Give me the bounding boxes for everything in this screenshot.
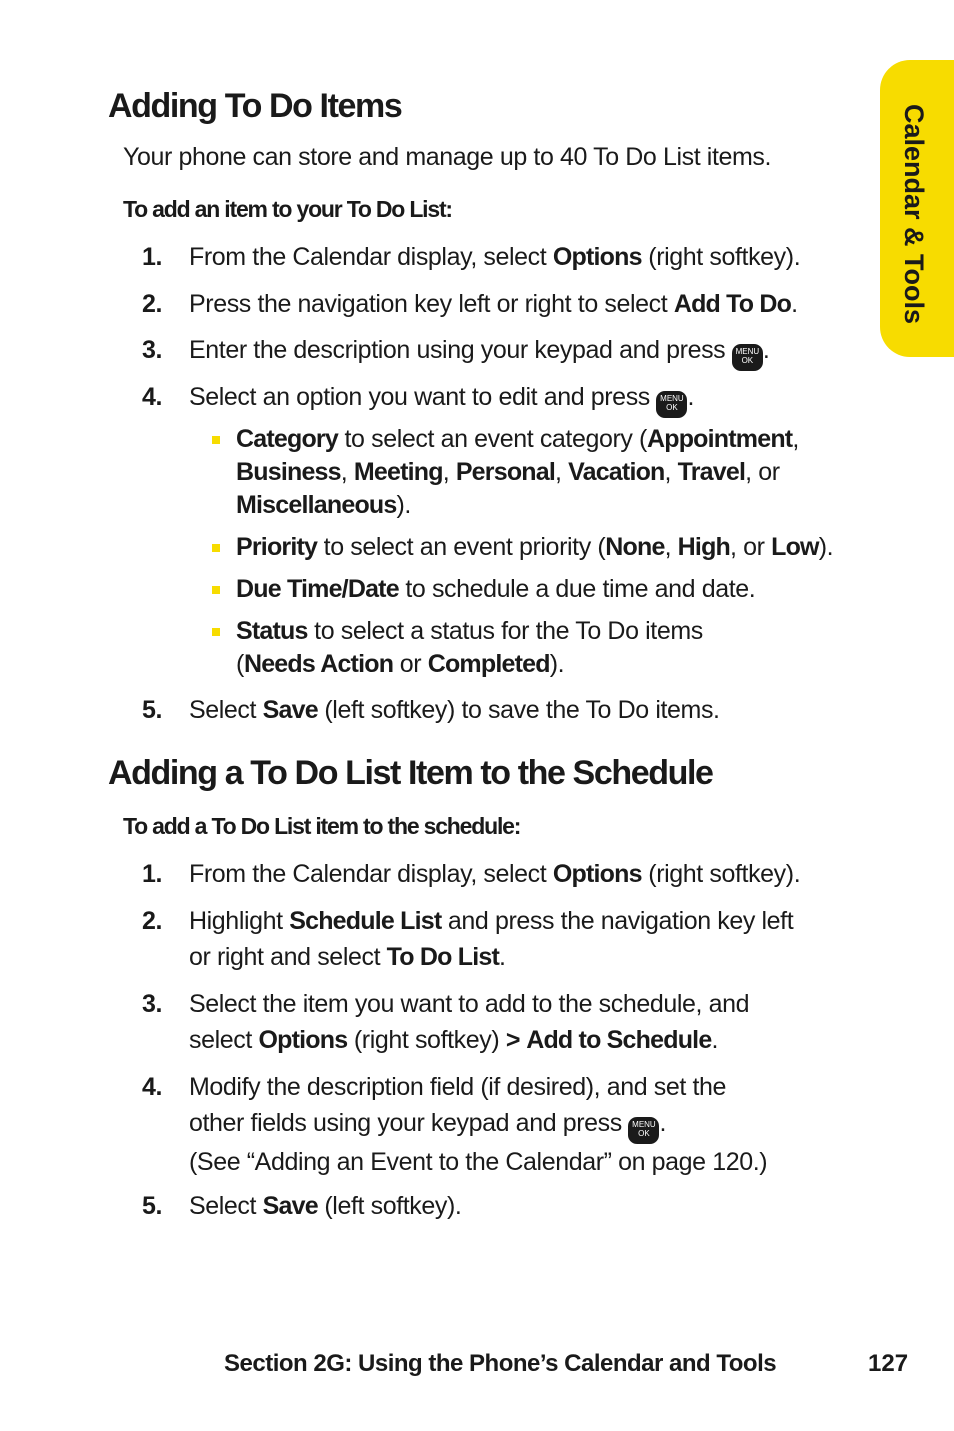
- step-number: 5.: [142, 1192, 163, 1220]
- step-text: Highlight Schedule List and press the navigation key left or right and select To Do List.: [189, 907, 794, 971]
- step-text: Modify the description field (if desired), and set the other fields using your keypad and press MENU OK . (See “Adding an Event to the Calendar” on page 120.): [189, 1073, 768, 1176]
- step-text: Enter the description using your keypad and press MENU OK .: [189, 332, 769, 371]
- step-text: From the Calendar display, select Options (right softkey).: [189, 243, 801, 271]
- step-number: 3.: [142, 990, 163, 1018]
- step-text: Press the navigation key left or right to select Add To Do.: [189, 290, 798, 318]
- footer-section-title: Section 2G: Using the Phone’s Calendar and Tools: [224, 1350, 777, 1377]
- step-text: Select Save (left softkey).: [189, 1192, 462, 1220]
- step-text: Select an option you want to edit and press MENU OK .: [189, 379, 694, 418]
- step-number: 3.: [142, 336, 163, 364]
- add-todo-label: Add To Do: [673, 290, 792, 318]
- bullet-square-icon: [212, 628, 220, 636]
- step-number: 4.: [142, 1073, 163, 1101]
- step-number: 4.: [142, 383, 163, 411]
- step-number: 5.: [142, 696, 163, 724]
- intro-text: Your phone can store and manage up to 40 To Do List items.: [123, 143, 772, 171]
- menu-ok-key-icon: MENU OK: [732, 344, 763, 371]
- step-text: Select the item you want to add to the schedule, and select Options (right softkey) > Add to Schedule.: [189, 990, 750, 1054]
- step-number: 1.: [142, 860, 163, 888]
- section-title-add-to-schedule: Adding a To Do List Item to the Schedule: [108, 754, 713, 792]
- bullet-square-icon: [212, 436, 220, 444]
- procedure-lead: To add a To Do List item to the schedule:: [123, 813, 521, 839]
- step-number: 1.: [142, 243, 163, 271]
- bullet-square-icon: [212, 586, 220, 594]
- menu-ok-key-icon: MENU OK: [656, 391, 687, 418]
- menu-ok-key-icon: MENU OK: [628, 1117, 659, 1144]
- side-tab-label: Calendar & Tools: [899, 104, 929, 325]
- options-label: Options: [552, 243, 642, 271]
- step-number: 2.: [142, 907, 163, 935]
- step-number: 2.: [142, 290, 163, 318]
- page-number: 127: [868, 1350, 909, 1377]
- procedure-lead: To add an item to your To Do List:: [123, 196, 452, 222]
- save-label: Save: [262, 696, 318, 724]
- step-text: Select Save (left softkey) to save the To Do items.: [189, 696, 720, 724]
- bullet-square-icon: [212, 544, 220, 552]
- section-title-adding-todo: Adding To Do Items: [108, 87, 402, 125]
- step-text: From the Calendar display, select Options (right softkey).: [189, 860, 801, 888]
- chevron-right-icon: >: [505, 1026, 520, 1054]
